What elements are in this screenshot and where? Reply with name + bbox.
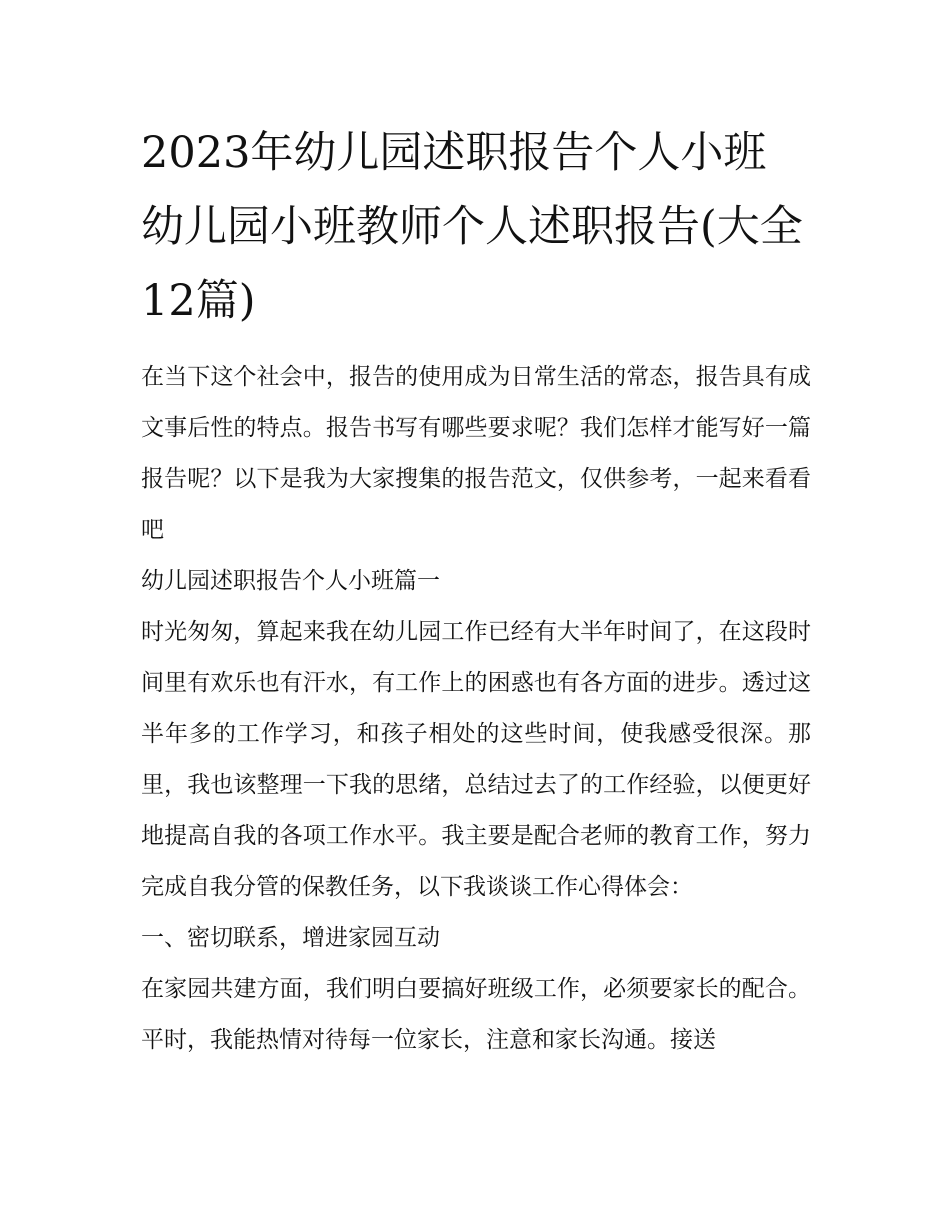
body-paragraph-2: 在家园共建方面，我们明白要搞好班级工作，必须要家长的配合。平时，我能热情对待每一位家长，注意和家长沟通。接送 [141, 976, 811, 1053]
subheading-1: 一、密切联系，增进家园互动 [141, 925, 440, 951]
section-title: 幼儿园述职报告个人小班篇一 [141, 568, 440, 594]
document-body [141, 116, 811, 1066]
body-paragraph-1: 时光匆匆，算起来我在幼儿园工作已经有大半年时间了，在这段时间里有欢乐也有汗水，有工作上的困惑也有各方面的进步。透过这半年多的工作学习，和孩子相处的这些时间，使我感受很深。那里，我也该整理一下我的思绪，总结过去了的工作经验，以便更好地提高自我的各项工作水平。我主要是配合老师的教育工作，努力完成自我分管的保教任务，以下我谈谈工作心得体会： [141, 619, 811, 900]
document-title: 2023年幼儿园述职报告个人小班 幼儿园小班教师个人述职报告(大全12篇) [141, 128, 803, 326]
intro-paragraph: 在当下这个社会中，报告的使用成为日常生活的常态，报告具有成文事后性的特点。报告书写有哪些要求呢？我们怎样才能写好一篇报告呢？以下是我为大家搜集的报告范文，仅供参考，一起来看看吧 [141, 364, 811, 543]
